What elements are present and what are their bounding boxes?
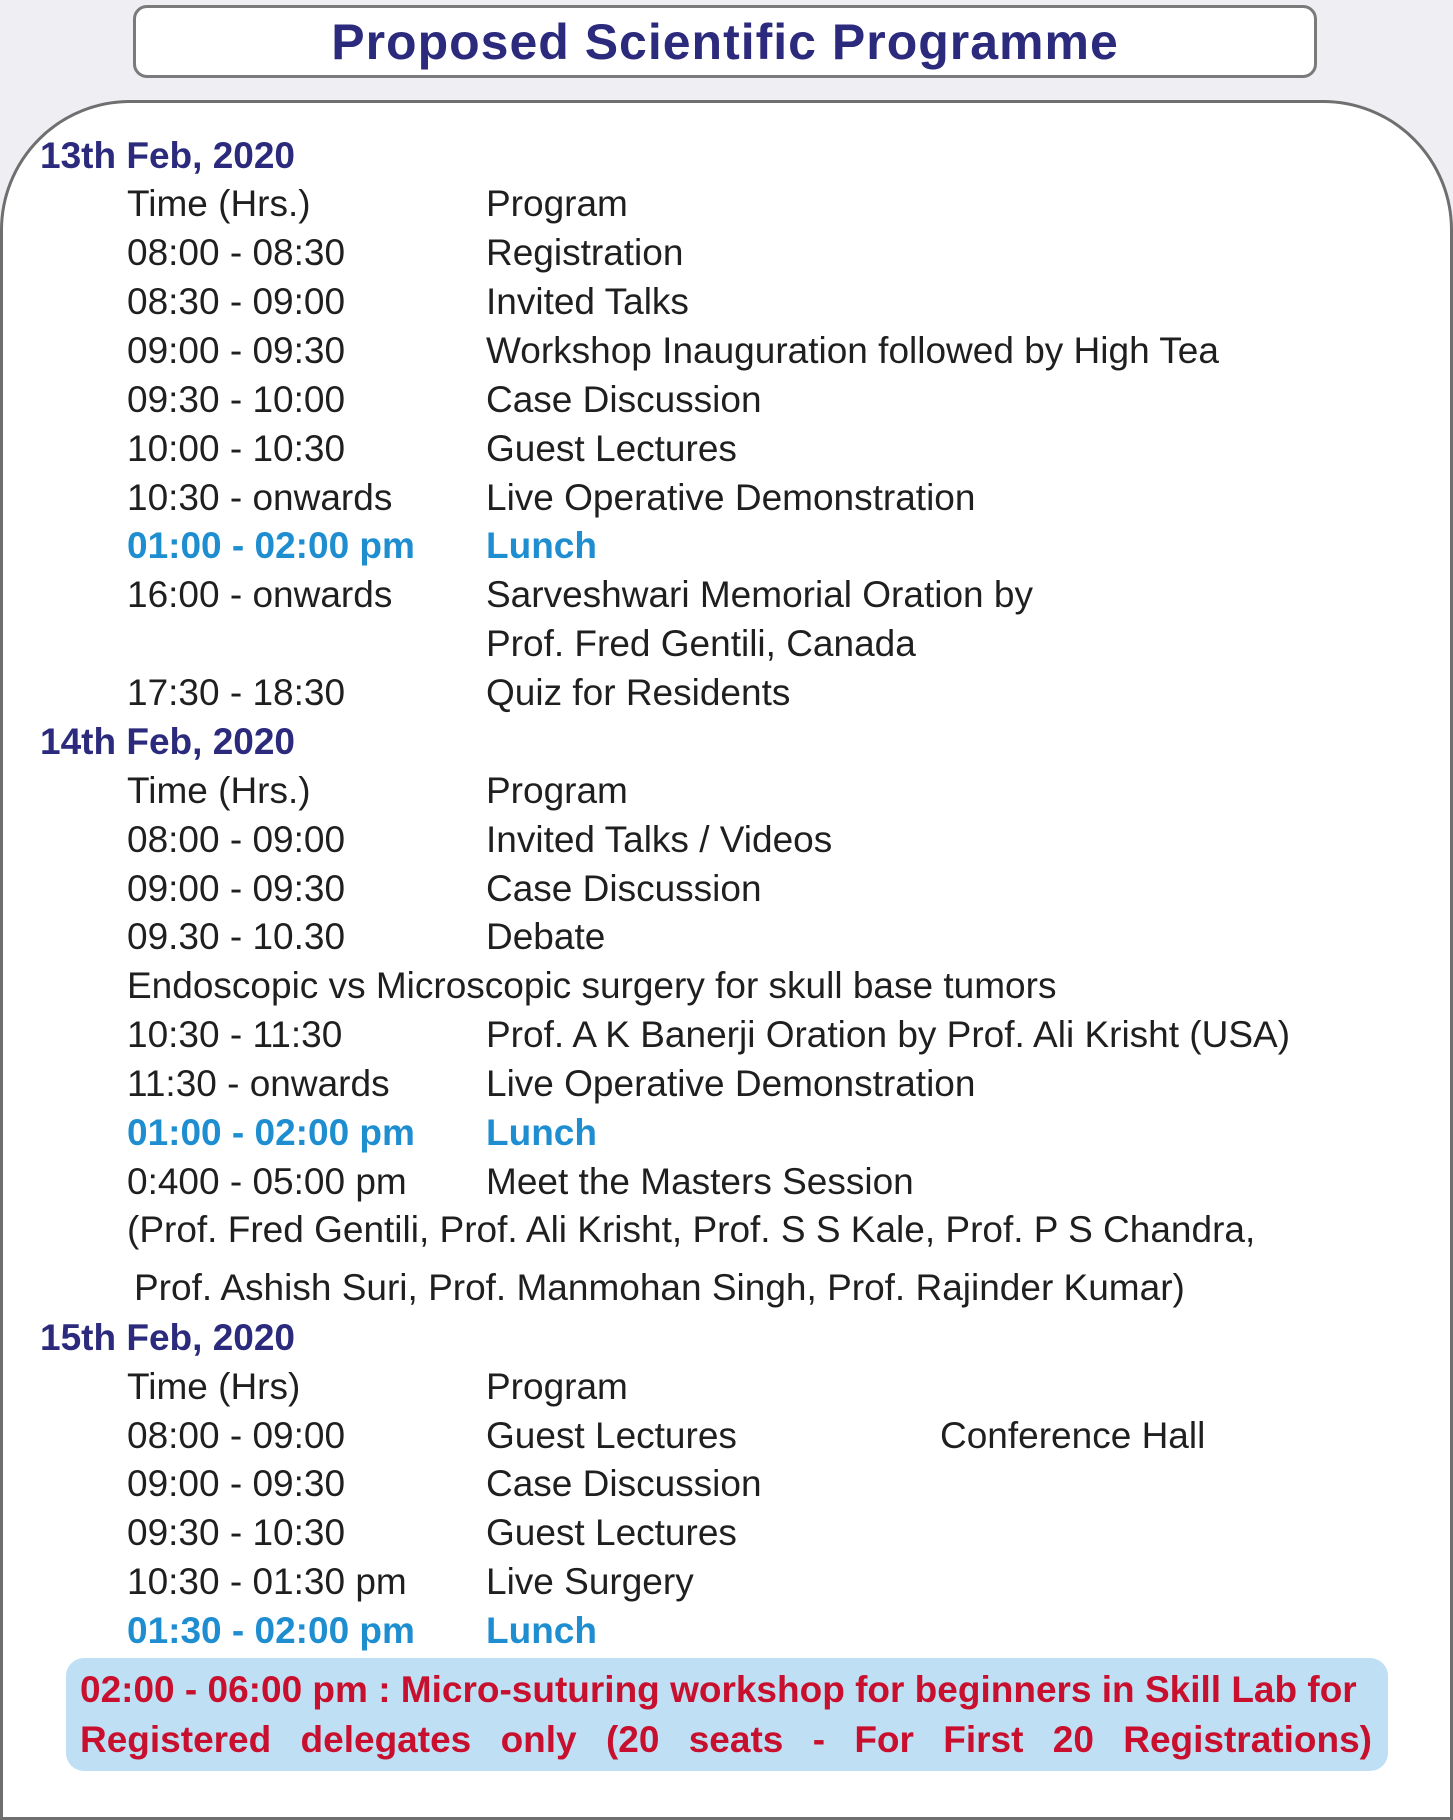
row-time: 10:30 - 11:30 [127,1014,343,1055]
row-program: Case Discussion [486,379,762,420]
row-program: Workshop Inauguration followed by High Tea [486,330,1219,371]
lunch-time: 01:30 - 02:00 pm [127,1610,415,1651]
time-header: Time (Hrs.) [127,183,311,224]
row-time: 10:30 - 01:30 pm [127,1561,407,1602]
row-program: Quiz for Residents [486,672,791,713]
row-time: 16:00 - onwards [127,574,393,615]
workshop-word: (20 [605,1719,660,1760]
row-program: Sarveshwari Memorial Oration by [486,574,1033,615]
page-title: Proposed Scientific Programme [331,13,1119,70]
row-time: 0:400 - 05:00 pm [127,1161,407,1202]
time-header: Time (Hrs) [127,1366,301,1407]
time-header: Time (Hrs.) [127,770,311,811]
row-program: Guest Lectures [486,428,737,469]
row-program: Debate [486,916,606,957]
workshop-word: Registered [80,1719,272,1760]
program-header: Program [486,183,628,224]
row-time: 17:30 - 18:30 [127,672,346,713]
row-time: 09:00 - 09:30 [127,1463,346,1504]
row-program: Guest Lectures [486,1415,737,1456]
row-program: Invited Talks / Videos [486,819,833,860]
workshop-word: only [500,1719,577,1760]
lunch-label: Lunch [486,525,597,566]
row-program: Invited Talks [486,281,689,322]
workshop-line-1: 02:00 - 06:00 pm : Micro-suturing workshop for beginners in Skill Lab for [80,1669,1357,1710]
title-box [133,5,1317,78]
program-header: Program [486,1366,628,1407]
row-program-continued: Prof. Fred Gentili, Canada [486,623,916,664]
row-program: Registration [486,232,684,273]
workshop-word: For [854,1719,914,1760]
lunch-time: 01:00 - 02:00 pm [127,525,415,566]
row-program: Case Discussion [486,1463,762,1504]
row-program: Live Surgery [486,1561,694,1602]
row-note: Endoscopic vs Microscopic surgery for skull base tumors [127,965,1057,1006]
day-date: 14th Feb, 2020 [40,721,296,762]
workshop-line-2 [80,1720,1372,1760]
lunch-time: 01:00 - 02:00 pm [127,1112,415,1153]
row-program: Live Operative Demonstration [486,477,976,518]
row-time: 10:00 - 10:30 [127,428,346,469]
row-time: 09:30 - 10:30 [127,1512,346,1553]
row-time: 09:30 - 10:00 [127,379,346,420]
lunch-label: Lunch [486,1112,597,1153]
workshop-word: 20 [1052,1719,1094,1760]
row-note: (Prof. Fred Gentili, Prof. Ali Krisht, Prof. S S Kale, Prof. P S Chandra, [127,1209,1256,1250]
program-header: Program [486,770,628,811]
day-date: 15th Feb, 2020 [40,1317,296,1358]
workshop-word: First [943,1719,1024,1760]
row-time: 08:00 - 09:00 [127,1415,346,1456]
workshop-word: Registrations) [1123,1719,1372,1760]
row-time: 08:30 - 09:00 [127,281,346,322]
lunch-label: Lunch [486,1610,597,1651]
row-time: 08:00 - 09:00 [127,819,346,860]
row-program: Guest Lectures [486,1512,737,1553]
row-time: 09:00 - 09:30 [127,330,346,371]
row-time: 09.30 - 10.30 [127,916,346,957]
workshop-word: - [812,1719,826,1760]
day-date: 13th Feb, 2020 [40,135,296,176]
workshop-word: seats [688,1719,784,1760]
row-program: Case Discussion [486,868,762,909]
row-program: Live Operative Demonstration [486,1063,976,1104]
row-program: Prof. A K Banerji Oration by Prof. Ali Krisht (USA) [486,1014,1291,1055]
workshop-word: delegates [300,1719,472,1760]
row-program: Meet the Masters Session [486,1161,914,1202]
row-time: 08:00 - 08:30 [127,232,346,273]
row-time: 09:00 - 09:30 [127,868,346,909]
row-time: 11:30 - onwards [127,1063,390,1104]
row-time: 10:30 - onwards [127,477,393,518]
row-note: Prof. Ashish Suri, Prof. Manmohan Singh, Prof. Rajinder Kumar) [134,1267,1185,1308]
row-hall: Conference Hall [940,1415,1206,1456]
